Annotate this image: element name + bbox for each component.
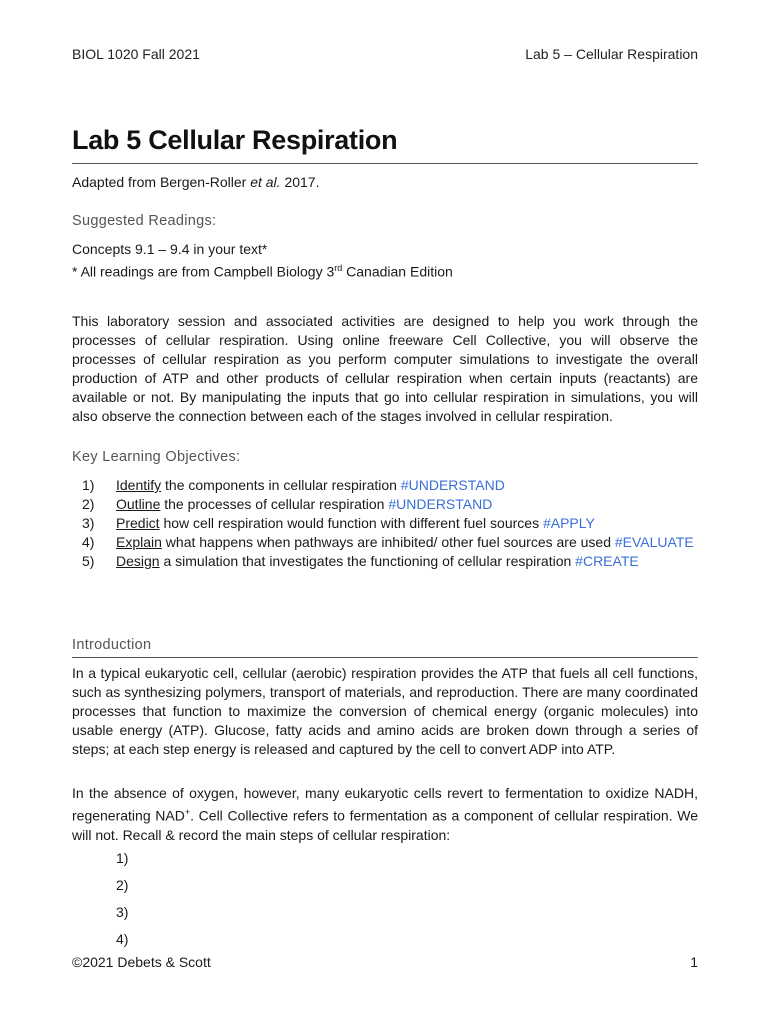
header-lab: Lab 5 – Cellular Respiration — [525, 46, 698, 62]
readings-line-2: * All readings are from Campbell Biology 3rd Canadian Edition — [72, 263, 453, 280]
readings-line-1: Concepts 9.1 – 9.4 in your text* — [72, 241, 268, 257]
step-blank: 1) — [116, 850, 129, 866]
objectives-heading: Key Learning Objectives: — [72, 449, 241, 465]
adapted-prefix: Adapted from Bergen-Roller — [72, 174, 251, 190]
objective-item: 4) Explain what happens when pathways are inhibited/ other fuel sources are used #EVALUATE — [82, 534, 694, 550]
introduction-heading: Introduction — [72, 637, 152, 653]
objective-item: 5) Design a simulation that investigates the functioning of cellular respiration #CREATE — [82, 553, 639, 569]
footer-copyright: ©2021 Debets & Scott — [72, 954, 211, 970]
objective-tag: #APPLY — [542, 515, 595, 531]
running-header — [72, 46, 698, 62]
intro-paragraph: This laboratory session and associated activities are designed to help you work through the processes of cellular respiration. Using online freeware Cell Collective, you will observe the processes of cellular respiration as you perform computer simulations to investigate the overall production of ATP and other products of cellular respiration when certain inputs (reactants) are available or not. By manipulating the inputs that go into cellular respiration in simulations, you will also observe the connection between each of the stages involved in cellular respiration. — [72, 313, 698, 424]
title-divider — [72, 163, 698, 164]
objective-tag: #CREATE — [575, 553, 639, 569]
introduction-paragraph-1: In a typical eukaryotic cell, cellular (aerobic) respiration provides the ATP that fuels all cell functions, such as synthesizing polymers, transport of materials, and reproduction. There are many coordinated processes that function to maximize the conversion of chemical energy (organic molecules) into usable energy (ATP). Glucose, fatty acids and amino acids are broken down through a series of steps; at each step energy is released and captured by the cell to convert ADP into ATP. — [72, 665, 698, 757]
objectives-list — [72, 476, 698, 571]
steps-list — [116, 850, 128, 958]
readings-heading: Suggested Readings: — [72, 213, 217, 229]
page-title: Lab 5 Cellular Respiration — [72, 125, 398, 155]
objective-item: 2) Outline the processes of cellular respiration #UNDERSTAND — [82, 496, 493, 512]
objective-tag: #UNDERSTAND — [388, 496, 493, 512]
step-blank: 3) — [116, 904, 129, 920]
step-blank: 4) — [116, 931, 129, 947]
page-number: 1 — [690, 954, 698, 970]
adapted-etal: et al. — [250, 174, 281, 190]
step-blank: 2) — [116, 877, 129, 893]
introduction-paragraph-2: In the absence of oxygen, however, many eukaryotic cells revert to fermentation to oxidize NADH, regenerating NAD+. Cell Collective refers to fermentation as a component of cellular respiration. We will not. Recall & record the main steps of cellular respiration: — [72, 785, 698, 843]
introduction-divider — [72, 657, 698, 658]
objective-item: 1) Identify the components in cellular respiration #UNDERSTAND — [82, 477, 505, 493]
header-course: BIOL 1020 Fall 2021 — [72, 46, 200, 62]
readings-block — [72, 240, 453, 282]
objective-item: 3) Predict how cell respiration would function with different fuel sources #APPLY — [82, 515, 595, 531]
objective-tag: #UNDERSTAND — [400, 477, 505, 493]
adapted-year: 2017. — [280, 174, 320, 190]
adapted-from — [72, 174, 320, 190]
document-page — [72, 0, 698, 1024]
objective-tag: #EVALUATE — [614, 534, 694, 550]
page-footer — [72, 954, 698, 970]
